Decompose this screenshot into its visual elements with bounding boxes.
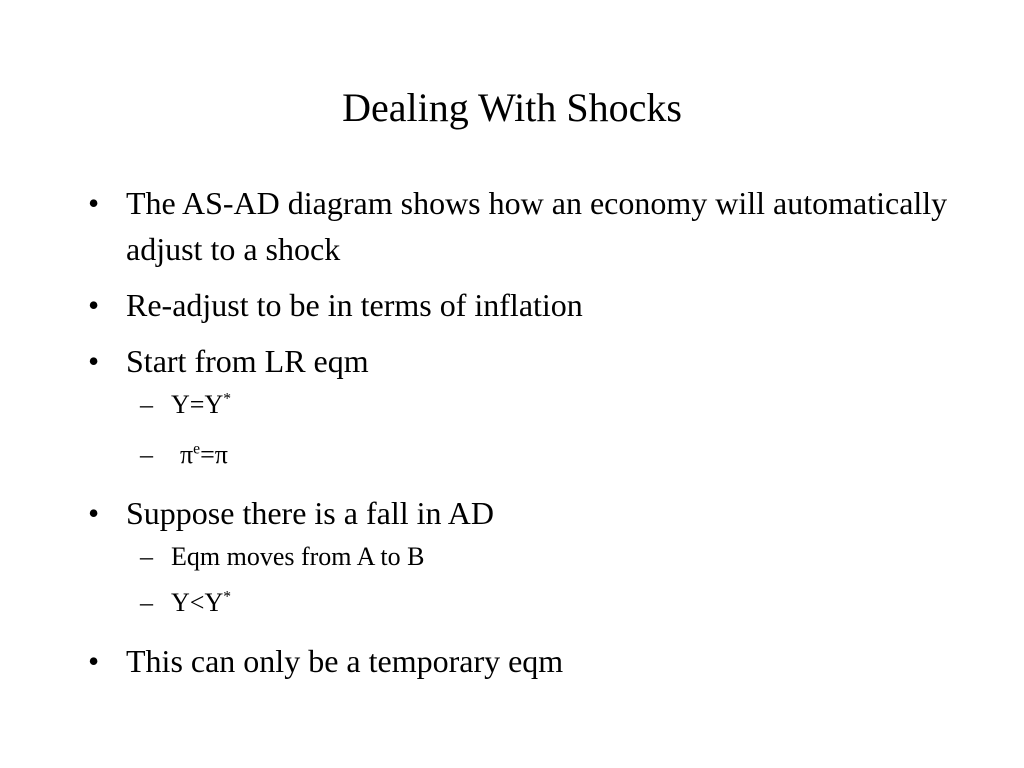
bullet-item-fall-in-ad xyxy=(0,490,1024,536)
pi-rest: =π xyxy=(200,440,228,469)
bullet-marker: • xyxy=(88,643,100,679)
bullet-text: Start from LR eqm xyxy=(126,343,369,379)
bullet-text: The AS-AD diagram shows how an economy will automatically adjust to a shock xyxy=(126,185,948,267)
bullet-marker: • xyxy=(88,287,100,323)
sub-bullet-marker: – xyxy=(140,588,153,617)
bullet-marker: • xyxy=(88,343,100,379)
bullet-text: Re-adjust to be in terms of inflation xyxy=(126,287,583,323)
bullet-item-start-lr-eqm xyxy=(0,338,1024,384)
bullet-item-as-ad-diagram xyxy=(0,180,1024,272)
bullet-marker: • xyxy=(88,185,100,221)
pi-base: π xyxy=(180,440,194,469)
bullet-text: This can only be a temporary eqm xyxy=(126,643,564,679)
slide-title: Dealing With Shocks xyxy=(342,85,682,130)
sub-item-text xyxy=(180,440,228,469)
sub-item-y-less-ystar xyxy=(0,582,1024,624)
e-superscript: e xyxy=(193,440,201,458)
star-superscript: * xyxy=(223,588,232,606)
y-lt-base: Y<Y xyxy=(171,588,224,617)
sub-bullet-marker: – xyxy=(140,440,153,469)
sub-item-text xyxy=(171,588,231,617)
star-superscript: * xyxy=(223,390,232,408)
bullet-marker: • xyxy=(88,495,100,531)
sub-item-text: Eqm moves from A to B xyxy=(171,542,425,571)
bullet-text: Suppose there is a fall in AD xyxy=(126,495,494,531)
sub-item-eqm-moves xyxy=(0,536,1024,578)
sub-bullet-marker: – xyxy=(140,542,153,571)
bullet-item-readjust xyxy=(0,282,1024,328)
y-eq-base: Y=Y xyxy=(171,390,224,419)
sub-bullet-marker: – xyxy=(140,390,153,419)
slide-body xyxy=(0,180,1024,684)
sub-item-pi-expected xyxy=(0,434,1024,476)
sub-item-text xyxy=(171,390,231,419)
bullet-item-temporary-eqm xyxy=(0,638,1024,684)
sub-item-y-equals-ystar xyxy=(0,384,1024,426)
